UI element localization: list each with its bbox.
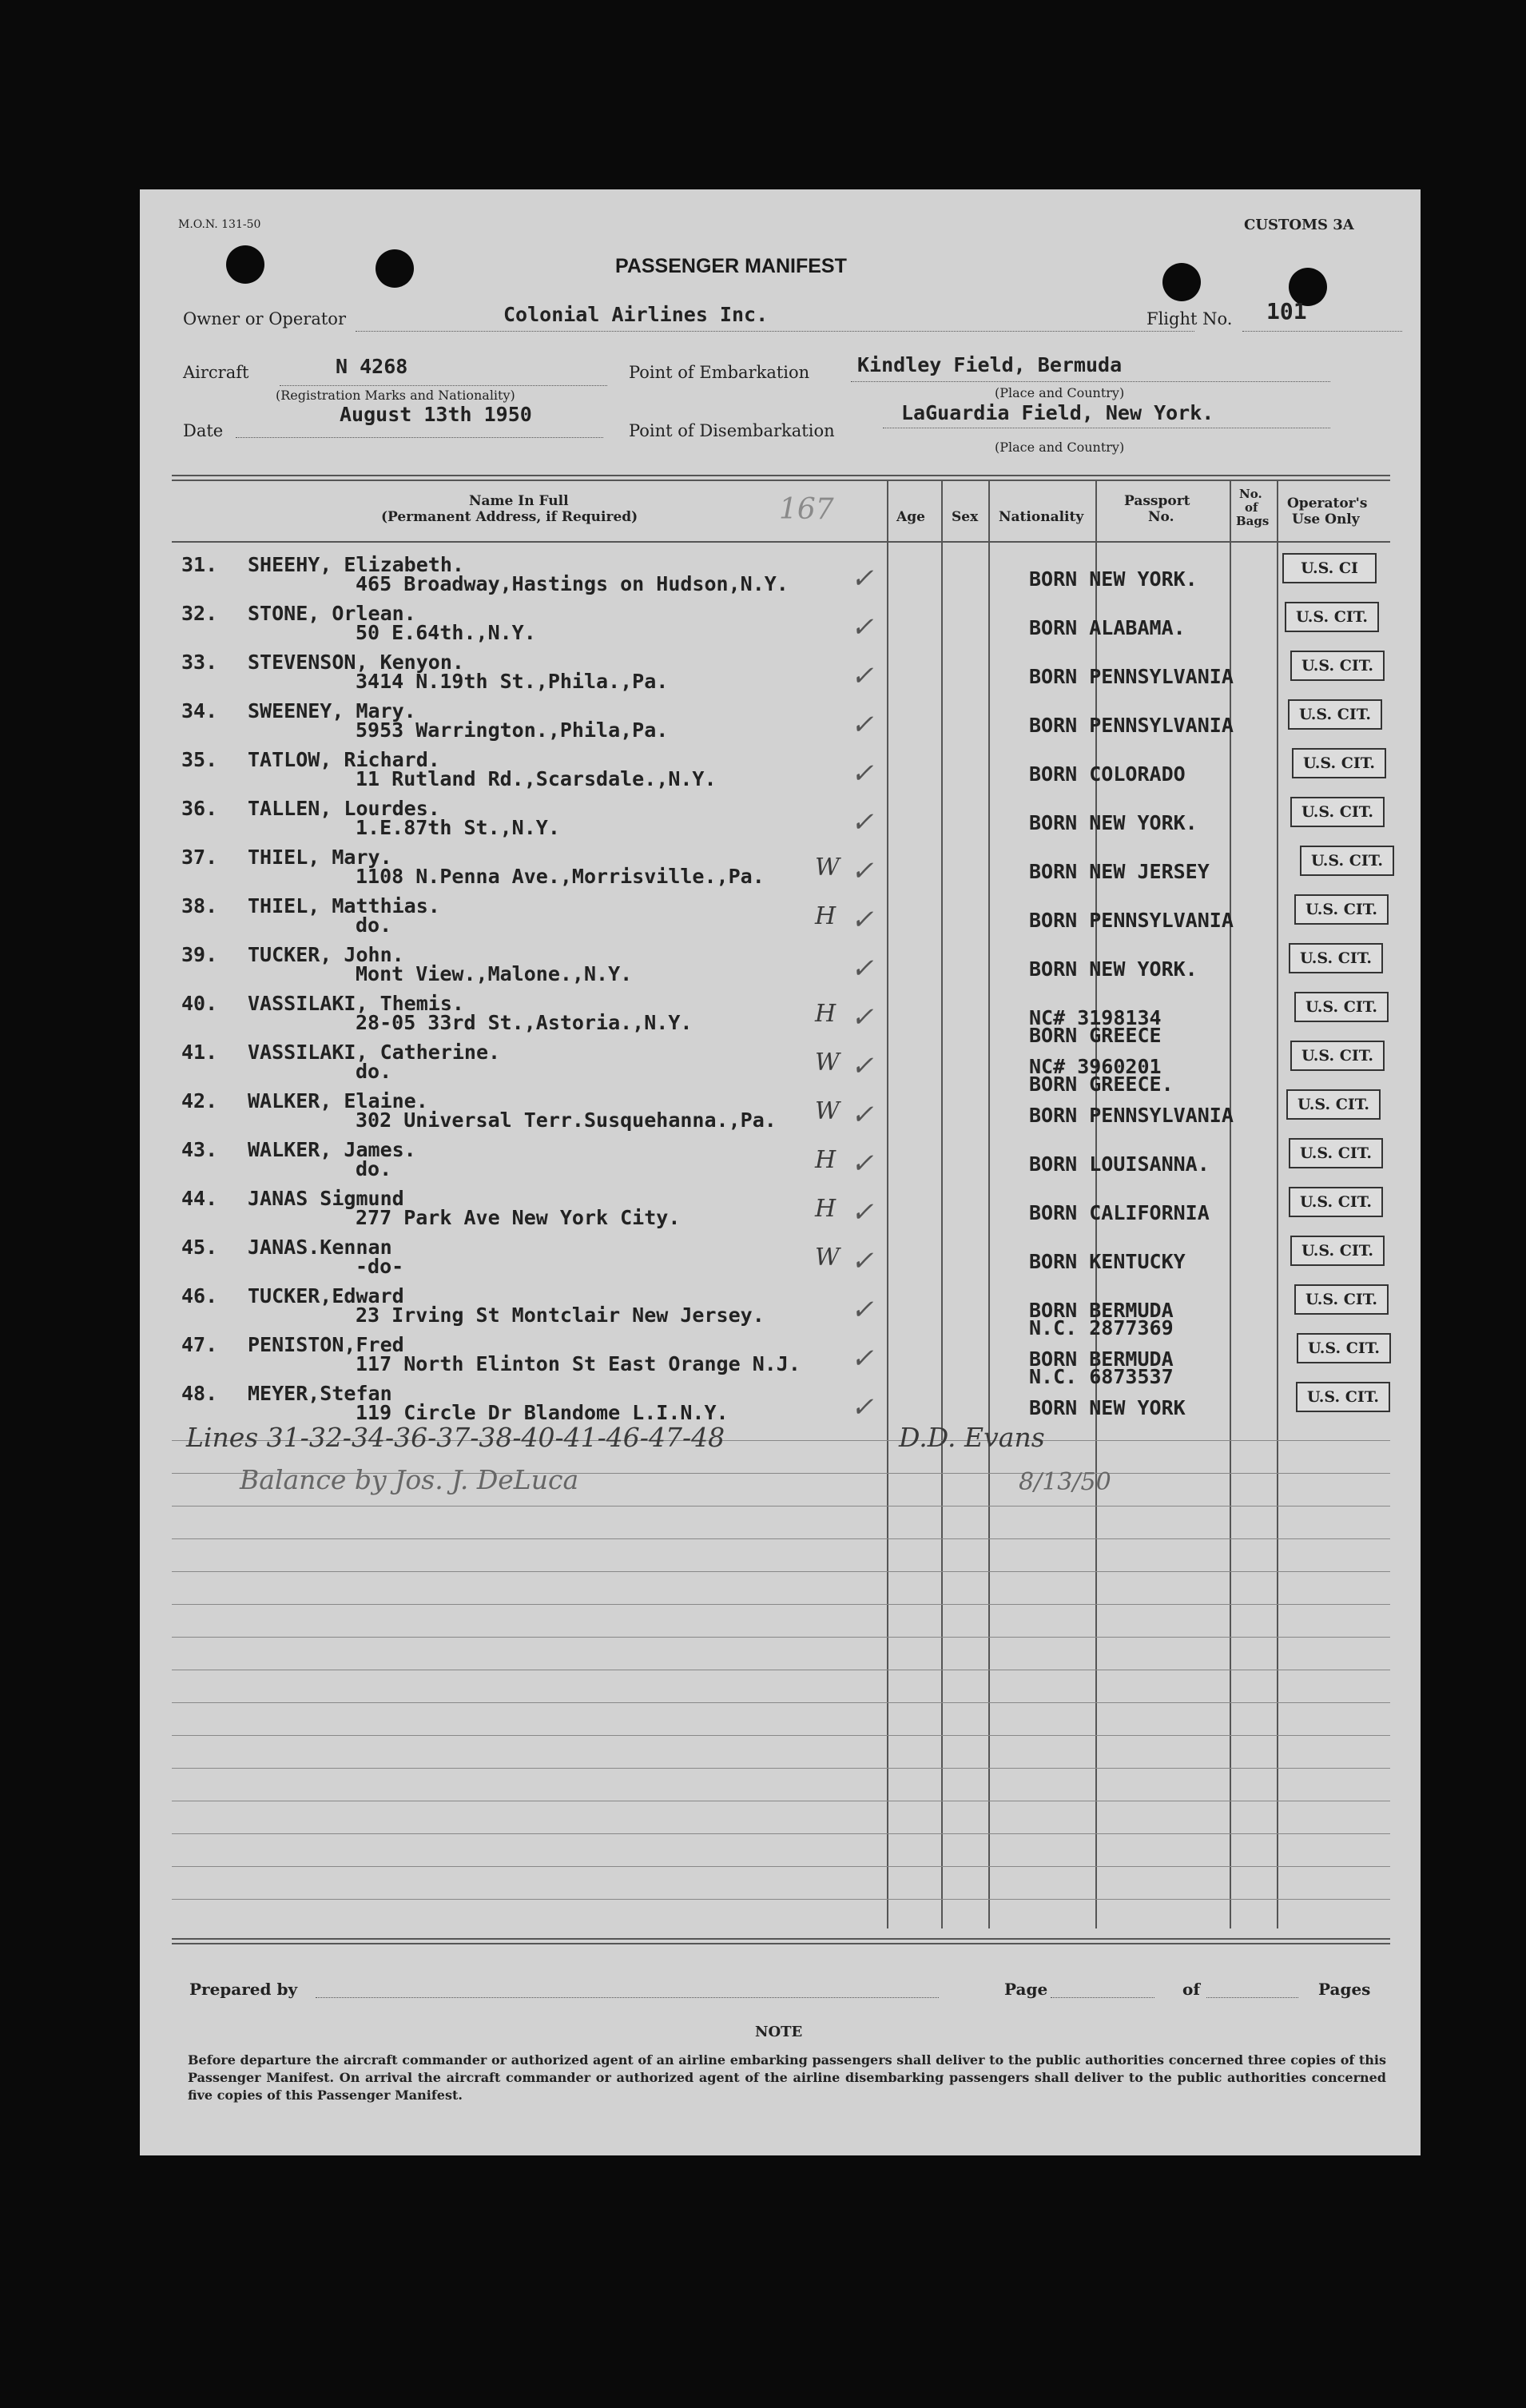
ruled-line (172, 1637, 1390, 1638)
sex-mark: H (815, 1000, 837, 1028)
row-number: 32. (181, 602, 218, 625)
of-label: of (1182, 1980, 1200, 1999)
ruled-line (172, 1735, 1390, 1736)
passenger-address: 119 Circle Dr Blandome L.I.N.Y. (356, 1401, 729, 1424)
column-header-nationality: Nationality (999, 509, 1084, 525)
disembarkation-label: Point of Disembarkation (629, 421, 835, 440)
passenger-row (140, 553, 1418, 601)
row-number: 40. (181, 992, 218, 1015)
check-mark: ✓ (851, 758, 874, 790)
passenger-name: SWEENEY, Mary. (248, 699, 416, 722)
aircraft-value: N 4268 (336, 355, 408, 378)
nationality-line-1: BORN LOUISANNA. (1029, 1152, 1210, 1176)
column-header-bags-1: No. (1239, 487, 1262, 501)
passenger-address: 277 Park Ave New York City. (356, 1206, 681, 1229)
aircraft-label: Aircraft (183, 363, 249, 382)
passenger-address: 3414 N.19th St.,Phila.,Pa. (356, 670, 669, 693)
nationality-line-1: BORN ALABAMA. (1029, 616, 1186, 639)
check-mark: ✓ (851, 1050, 874, 1082)
us-citizen-stamp: U.S. CIT. (1289, 943, 1383, 973)
nationality-line-2: BORN GREECE (1029, 1024, 1162, 1047)
date-annotation: 8/13/50 (1019, 1468, 1111, 1496)
passenger-address: 117 North Elinton St East Orange N.J. (356, 1352, 801, 1375)
passenger-row (140, 943, 1418, 991)
passenger-address: 465 Broadway,Hastings on Hudson,N.Y. (356, 572, 789, 595)
passenger-row (140, 1041, 1418, 1096)
us-citizen-stamp: U.S. CIT. (1300, 846, 1394, 876)
us-citizen-stamp: U.S. CIT. (1290, 651, 1385, 681)
row-number: 37. (181, 846, 218, 869)
passenger-name: WALKER, James. (248, 1138, 416, 1161)
us-citizen-stamp: U.S. CIT. (1290, 1236, 1385, 1266)
row-number: 36. (181, 797, 218, 820)
handwritten-count: 167 (779, 493, 834, 526)
row-number: 48. (181, 1382, 218, 1405)
check-mark: ✓ (851, 1391, 874, 1423)
passenger-address: 302 Universal Terr.Susquehanna.,Pa. (356, 1108, 777, 1132)
passenger-row (140, 602, 1418, 650)
sex-mark: W (815, 1244, 840, 1272)
sex-mark: H (815, 1146, 837, 1174)
passenger-row (140, 1333, 1418, 1388)
passenger-row (140, 894, 1418, 942)
row-number: 47. (181, 1333, 218, 1356)
nationality-line-1: BORN PENNSYLVANIA (1029, 714, 1234, 737)
passenger-name: TATLOW, Richard. (248, 748, 440, 771)
disembarkation-caption: (Place and Country) (995, 440, 1125, 455)
date-label: Date (183, 421, 224, 440)
punch-hole-left-1 (226, 245, 264, 284)
nationality-line-1: BORN BERMUDA (1029, 1299, 1174, 1322)
row-number: 44. (181, 1187, 218, 1210)
ruled-line (172, 1604, 1390, 1605)
passenger-address: 23 Irving St Montclair New Jersey. (356, 1304, 765, 1327)
us-citizen-stamp: U.S. CI (1282, 553, 1377, 583)
column-header-age: Age (896, 509, 925, 525)
date-value: August 13th 1950 (340, 403, 532, 426)
ruled-line (172, 1833, 1390, 1834)
passenger-name: MEYER,Stefan (248, 1382, 392, 1405)
column-header-bags-2: of (1245, 500, 1258, 515)
passenger-name: THIEL, Mary. (248, 846, 392, 869)
passenger-row (140, 846, 1418, 894)
column-header-bags-3: Bags (1236, 514, 1270, 528)
passenger-name: SHEEHY, Elizabeth. (248, 553, 464, 576)
us-citizen-stamp: U.S. CIT. (1296, 1382, 1390, 1412)
ruled-line (172, 1571, 1390, 1572)
ruled-line (172, 1866, 1390, 1867)
owner-label: Owner or Operator (183, 309, 346, 328)
page-title: PASSENGER MANIFEST (615, 255, 847, 277)
check-mark: ✓ (851, 1099, 874, 1131)
passenger-name: VASSILAKI, Catherine. (248, 1041, 501, 1064)
column-header-passport: Passport (1124, 493, 1190, 509)
passenger-row (140, 1089, 1418, 1137)
nationality-line-1: BORN PENNSYLVANIA (1029, 909, 1234, 932)
embarkation-value: Kindley Field, Bermuda (857, 353, 1123, 376)
passenger-address: 5953 Warrington.,Phila,Pa. (356, 718, 669, 742)
nationality-line-2: N.C. 2877369 (1029, 1316, 1174, 1339)
us-citizen-stamp: U.S. CIT. (1286, 1089, 1381, 1120)
passenger-name: TUCKER, John. (248, 943, 404, 966)
punch-hole-left-2 (376, 249, 414, 288)
us-citizen-stamp: U.S. CIT. (1288, 699, 1382, 730)
nationality-line-2: BORN GREECE. (1029, 1073, 1174, 1096)
row-number: 42. (181, 1089, 218, 1112)
check-mark: ✓ (851, 611, 874, 643)
sex-mark: W (815, 1049, 840, 1077)
column-header-name-sub: (Permanent Address, if Required) (381, 509, 638, 525)
row-number: 34. (181, 699, 218, 722)
check-mark: ✓ (851, 806, 874, 838)
embarkation-caption: (Place and Country) (995, 385, 1125, 400)
passenger-row (140, 992, 1418, 1047)
nationality-line-1: BORN KENTUCKY (1029, 1250, 1186, 1273)
passenger-name: STONE, Orlean. (248, 602, 416, 625)
passenger-name: PENISTON,Fred (248, 1333, 404, 1356)
nationality-line-1: BORN PENNSYLVANIA (1029, 1104, 1234, 1127)
passenger-row (140, 651, 1418, 699)
row-number: 43. (181, 1138, 218, 1161)
passenger-address: 1.E.87th St.,N.Y. (356, 816, 560, 839)
flight-value: 101 (1266, 298, 1307, 324)
passenger-address: Mont View.,Malone.,N.Y. (356, 962, 633, 985)
check-mark: ✓ (851, 953, 874, 985)
us-citizen-stamp: U.S. CIT. (1294, 894, 1389, 925)
row-number: 45. (181, 1236, 218, 1259)
sex-mark: H (815, 902, 837, 930)
embarkation-label: Point of Embarkation (629, 363, 810, 382)
passenger-row (140, 699, 1418, 747)
us-citizen-stamp: U.S. CIT. (1290, 1041, 1385, 1071)
passenger-address: do. (356, 1060, 392, 1083)
pages-label: Pages (1318, 1980, 1371, 1999)
check-mark: ✓ (851, 904, 874, 936)
flight-label: Flight No. (1146, 309, 1233, 328)
passenger-address: do. (356, 913, 392, 937)
column-header-operator-use: Use Only (1292, 511, 1360, 527)
passenger-row (140, 797, 1418, 845)
form-code: M.O.N. 131-50 (178, 218, 261, 231)
passenger-name: TALLEN, Lourdes. (248, 797, 440, 820)
us-citizen-stamp: U.S. CIT. (1289, 1138, 1383, 1168)
passenger-row (140, 1236, 1418, 1284)
nationality-line-1: BORN BERMUDA (1029, 1347, 1174, 1371)
check-mark: ✓ (851, 709, 874, 741)
row-number: 39. (181, 943, 218, 966)
nationality-line-1: BORN NEW YORK. (1029, 567, 1198, 591)
nationality-line-1: BORN COLORADO (1029, 762, 1186, 786)
us-citizen-stamp: U.S. CIT. (1285, 602, 1379, 632)
note-title: NOTE (755, 2024, 803, 2040)
column-header-sex: Sex (952, 509, 979, 525)
check-mark: ✓ (851, 1196, 874, 1228)
manifest-document (140, 189, 1421, 2155)
passenger-row (140, 1138, 1418, 1186)
passenger-address: 28-05 33rd St.,Astoria.,N.Y. (356, 1011, 693, 1034)
prepared-by-label: Prepared by (189, 1980, 298, 1999)
note-text: Before departure the aircraft commander or authorized agent of an airline embarking passengers shall deliver to the public authorities concerned three copies of this Passenger Manifest. On arrival the aircraft commander or authorized agent of the airline disembarking passengers shall deliver to the public authorities concerned five copies of this Passenger Manifest. (188, 2052, 1386, 2103)
nationality-line-2: N.C. 6873537 (1029, 1365, 1174, 1388)
passenger-name: JANAS Sigmund (248, 1187, 404, 1210)
check-mark: ✓ (851, 563, 874, 595)
nationality-line-1: BORN NEW YORK. (1029, 811, 1198, 834)
sex-mark: W (815, 1097, 840, 1125)
us-citizen-stamp: U.S. CIT. (1297, 1333, 1391, 1363)
ruled-line (172, 1538, 1390, 1539)
check-mark: ✓ (851, 1245, 874, 1277)
nationality-line-1: BORN NEW YORK (1029, 1396, 1186, 1419)
ruled-line (172, 1702, 1390, 1703)
column-header-name: Name In Full (469, 493, 569, 509)
passenger-name: JANAS.Kennan (248, 1236, 392, 1259)
check-mark: ✓ (851, 1294, 874, 1326)
passenger-row (140, 1284, 1418, 1339)
us-citizen-stamp: U.S. CIT. (1289, 1187, 1383, 1217)
ruled-line (172, 1899, 1390, 1900)
nationality-line-1: BORN NEW JERSEY (1029, 860, 1210, 883)
ruled-line (172, 1768, 1390, 1769)
initials-annotation: D.D. Evans (899, 1422, 1045, 1453)
us-citizen-stamp: U.S. CIT. (1290, 797, 1385, 827)
passenger-address: 1108 N.Penna Ave.,Morrisville.,Pa. (356, 865, 765, 888)
row-number: 35. (181, 748, 218, 771)
row-number: 46. (181, 1284, 218, 1307)
lines-annotation: Lines 31-32-34-36-37-38-40-41-46-47-48 (186, 1422, 725, 1453)
row-number: 33. (181, 651, 218, 674)
row-number: 38. (181, 894, 218, 917)
passenger-name: WALKER, Elaine. (248, 1089, 428, 1112)
nationality-line-1: NC# 3198134 (1029, 1006, 1162, 1029)
punch-hole-right-1 (1162, 263, 1201, 301)
balance-annotation: Balance by Jos. J. DeLuca (240, 1464, 579, 1495)
page-label: Page (1004, 1980, 1048, 1999)
owner-value: Colonial Airlines Inc. (503, 303, 769, 326)
check-mark: ✓ (851, 660, 874, 692)
us-citizen-stamp: U.S. CIT. (1292, 748, 1386, 778)
us-citizen-stamp: U.S. CIT. (1294, 992, 1389, 1022)
passenger-row (140, 1187, 1418, 1235)
aircraft-caption: (Registration Marks and Nationality) (276, 388, 515, 403)
row-number: 31. (181, 553, 218, 576)
check-mark: ✓ (851, 1001, 874, 1033)
nationality-line-1: NC# 3960201 (1029, 1055, 1162, 1078)
disembarkation-value: LaGuardia Field, New York. (901, 401, 1214, 424)
nationality-line-1: BORN NEW YORK. (1029, 957, 1198, 981)
us-citizen-stamp: U.S. CIT. (1294, 1284, 1389, 1315)
passenger-address: -do- (356, 1255, 404, 1278)
customs-code: CUSTOMS 3A (1244, 217, 1354, 233)
check-mark: ✓ (851, 1148, 874, 1180)
passenger-address: 11 Rutland Rd.,Scarsdale.,N.Y. (356, 767, 717, 790)
passenger-name: TUCKER,Edward (248, 1284, 404, 1307)
sex-mark: H (815, 1195, 837, 1223)
passenger-name: STEVENSON, Kenyon. (248, 651, 464, 674)
passenger-address: do. (356, 1157, 392, 1180)
passenger-address: 50 E.64th.,N.Y. (356, 621, 536, 644)
column-header-operator: Operator's (1287, 496, 1368, 511)
row-number: 41. (181, 1041, 218, 1064)
check-mark: ✓ (851, 1343, 874, 1375)
passenger-name: VASSILAKI, Themis. (248, 992, 464, 1015)
check-mark: ✓ (851, 855, 874, 887)
nationality-line-1: BORN PENNSYLVANIA (1029, 665, 1234, 688)
sex-mark: W (815, 854, 840, 882)
column-header-passport-no: No. (1148, 509, 1174, 525)
passenger-name: THIEL, Matthias. (248, 894, 440, 917)
nationality-line-1: BORN CALIFORNIA (1029, 1201, 1210, 1224)
passenger-row (140, 748, 1418, 796)
